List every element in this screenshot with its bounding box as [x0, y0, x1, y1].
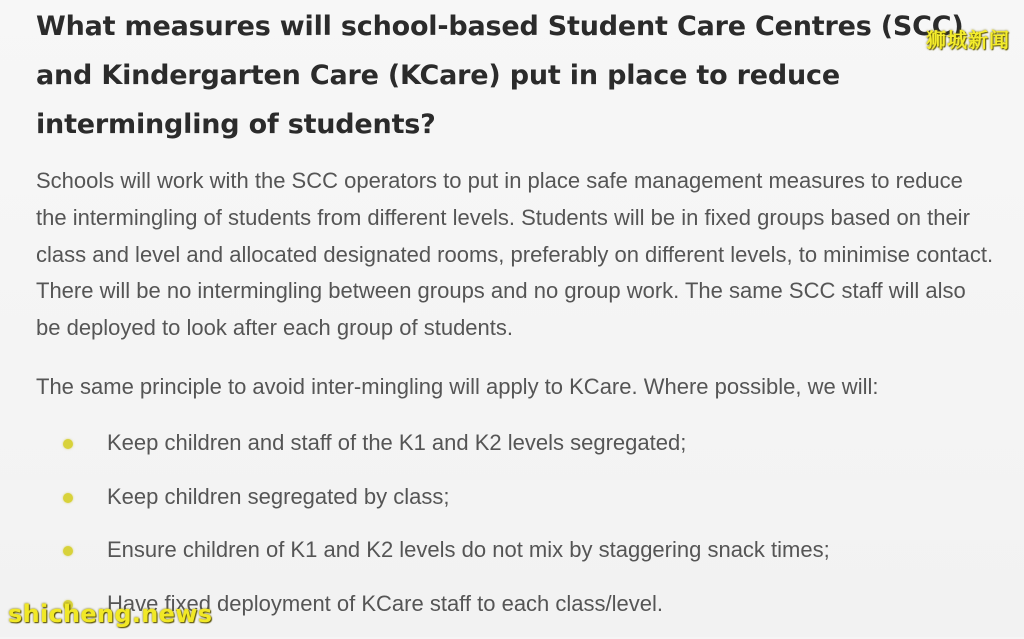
- list-item-text: Keep children and staff of the K1 and K2 levels segregated;: [107, 425, 686, 461]
- list-item-text: Keep children segregated by class;: [107, 479, 449, 515]
- list-item: [0, 532, 1024, 586]
- watermark-bottom-left: shicheng.news: [8, 600, 212, 628]
- bullet-icon: [63, 493, 73, 503]
- bullet-icon: [63, 546, 73, 556]
- faq-question-heading: What measures will school-based Student Care Centres (SCC) and Kindergarten Care (KCare) put in place to reduce intermingling of students?: [36, 2, 996, 149]
- answer-paragraph-scc: Schools will work with the SCC operators to put in place safe management measures to reduce the intermingling of students from different levels. Students will be in fixed groups based on their class and level and allocated designated rooms, preferably on different levels, to minimise contact. There will be no intermingling between groups and no group work. The same SCC staff will also be deployed to look after each group of students.: [36, 163, 996, 347]
- answer-paragraph-kcare: The same principle to avoid inter-mingling will apply to KCare. Where possible, we will:: [36, 369, 996, 406]
- list-item-text: Ensure children of K1 and K2 levels do not mix by staggering snack times;: [107, 532, 830, 568]
- watermark-top-right: 狮城新闻: [926, 24, 1010, 53]
- list-item: [0, 425, 1024, 479]
- list-item: [0, 479, 1024, 533]
- list-item-text: Have fixed deployment of KCare staff to each class/level.: [107, 586, 663, 622]
- bullet-icon: [63, 439, 73, 449]
